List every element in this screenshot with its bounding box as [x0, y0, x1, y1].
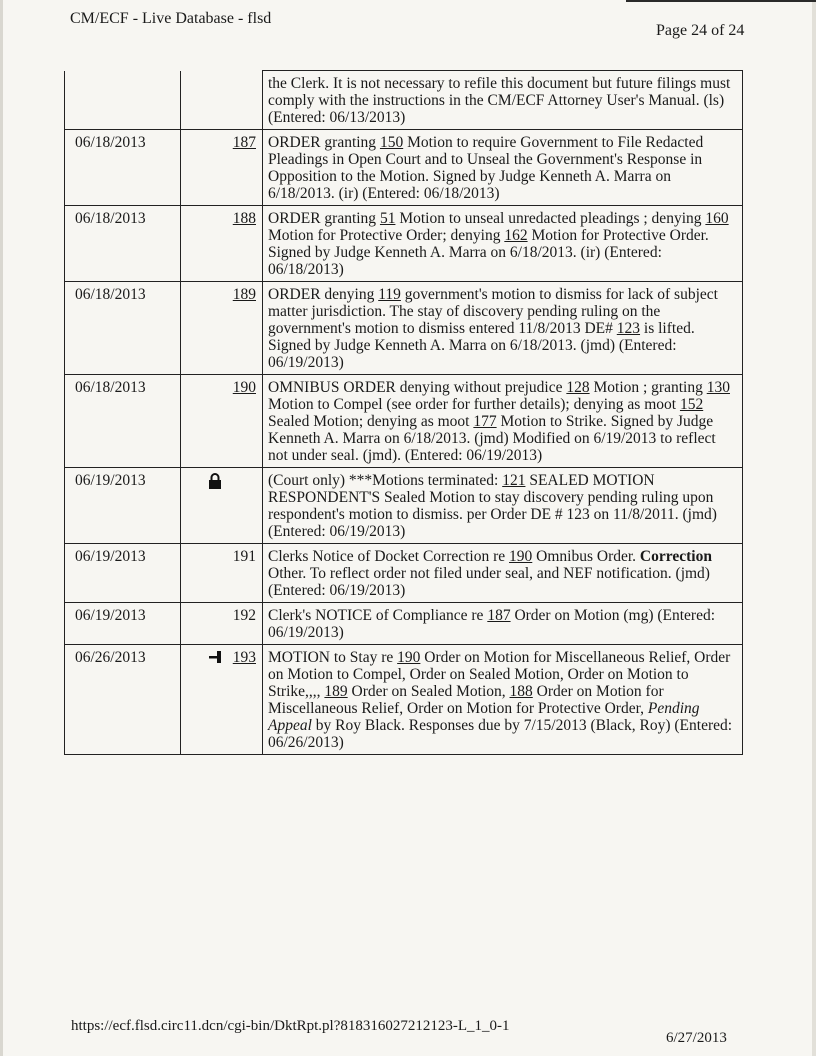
- docket-text-segment: Correction: [639, 548, 712, 565]
- docket-date-cell: 06/18/2013: [65, 375, 181, 468]
- docket-number-cell: [181, 282, 263, 375]
- docket-number-link[interactable]: 190: [232, 379, 256, 396]
- docket-text-segment: Pending Appeal: [268, 700, 700, 734]
- docket-text-segment: Clerks Notice of Docket Correction re: [268, 548, 510, 565]
- docket-text-segment: SEALED MOTION RESPONDENT'S Sealed Motion to stay discovery pending ruling upon respondent's motion to dismiss. per Order DE # 123 on 11/8/2011. (jmd) (Entered: 06/19/2013): [268, 472, 717, 540]
- docket-text-segment: is lifted. Signed by Judge Kenneth A. Marra on 6/18/2013. (jmd) (Entered: 06/19/2013): [268, 320, 695, 371]
- scan-right-edge: [812, 0, 816, 1056]
- docket-date-cell: 06/19/2013: [65, 468, 181, 544]
- docket-text-cell: [263, 282, 743, 375]
- scan-left-edge: [0, 0, 3, 1056]
- docket-text-segment: Order on Motion for Miscellaneous Relief, Order on Motion for Protective Order,: [268, 683, 664, 717]
- docket-text-cell: [263, 130, 743, 206]
- docket-text-segment: OMNIBUS ORDER denying without prejudice: [268, 379, 567, 396]
- docket-text-segment: Sealed Motion; denying as moot: [268, 413, 474, 430]
- docket-text-segment: Omnibus Order.: [532, 548, 640, 565]
- docket-text-segment: Motion to require Government to File Redacted Pleadings in Open Court and to Unseal the Government's Response in Opposition to the Motion. Signed by Judge Kenneth A. Marra on 6/18/2013. (ir) (Entered: 06/18/2013): [268, 134, 704, 202]
- docket-text-cell: [263, 206, 743, 282]
- docket-text-segment: Clerk's NOTICE of Compliance re: [268, 607, 488, 624]
- docket-text-cell: [263, 375, 743, 468]
- stay-motion-icon: [209, 651, 223, 663]
- docket-text-segment: Motion to unseal unredacted pleadings ; denying: [395, 210, 706, 227]
- scan-top-line: [626, 0, 816, 2]
- docket-number-cell: [181, 645, 263, 755]
- docket-row: [65, 544, 743, 603]
- docket-date-cell: 06/18/2013: [65, 282, 181, 375]
- docket-date-cell: 06/19/2013: [65, 603, 181, 645]
- docket-entry-link[interactable]: 130: [706, 379, 730, 396]
- docket-number-cell: [181, 375, 263, 468]
- docket-entry-link[interactable]: 119: [378, 286, 401, 303]
- docket-entry-link[interactable]: 160: [705, 210, 729, 227]
- docket-number-cell: [181, 544, 263, 603]
- docket-number-link[interactable]: 188: [232, 210, 256, 227]
- docket-row: [65, 645, 743, 755]
- docket-row-continuation: [65, 71, 743, 130]
- footer-date: 6/27/2013: [666, 1030, 727, 1046]
- docket-entry-link[interactable]: 177: [473, 413, 497, 430]
- docket-entry-link[interactable]: 152: [679, 396, 704, 413]
- docket-text-segment: (Court only) ***Motions terminated:: [268, 472, 503, 489]
- docket-date-cell: 06/18/2013: [65, 130, 181, 206]
- docket-entry-link[interactable]: 189: [324, 683, 348, 700]
- docket-entry-link[interactable]: 150: [379, 134, 404, 151]
- docket-number-cell: [181, 206, 263, 282]
- docket-number-cell: [181, 130, 263, 206]
- docket-text-cell: [263, 468, 743, 544]
- docket-entry-link[interactable]: 190: [397, 649, 421, 666]
- docket-text-segment: Motion ; granting: [589, 379, 707, 396]
- docket-row: [65, 468, 743, 544]
- docket-entry-link[interactable]: 187: [487, 607, 511, 624]
- docket-text-segment: ORDER granting: [268, 210, 380, 227]
- docket-number-link: 191: [232, 548, 256, 565]
- docket-text-segment: ORDER granting: [268, 134, 380, 151]
- docket-table: [64, 70, 743, 755]
- docket-number-cell: [181, 603, 263, 645]
- docket-entry-link[interactable]: 128: [566, 379, 590, 396]
- docket-entry-link[interactable]: 121: [502, 472, 526, 489]
- docket-text-cell: [263, 544, 743, 603]
- padlock-icon: [208, 472, 222, 490]
- docket-text-segment: Motion to Strike. Signed by Judge Kenneth A. Marra on 6/18/2013. (jmd) Modified on 6/19/2013 to reflect not under seal. (jmd). (Entered: 06/19/2013): [268, 413, 716, 464]
- page-number: Page 24 of 24: [656, 22, 745, 39]
- docket-text-segment: Motion to Compel (see order for further details); denying as moot: [268, 396, 680, 413]
- docket-entry-link[interactable]: 190: [509, 548, 533, 565]
- docket-text-cell: [263, 645, 743, 755]
- docket-text-segment: Order on Motion (mg) (Entered: 06/19/2013): [268, 607, 716, 641]
- docket-entry-link[interactable]: 51: [379, 210, 396, 227]
- docket-entry-link[interactable]: 188: [509, 683, 533, 700]
- docket-number-link[interactable]: 187: [232, 134, 256, 151]
- docket-number-cell: [181, 468, 263, 544]
- docket-text-segment: ORDER denying: [268, 286, 379, 303]
- docket-date-cell: [65, 71, 181, 130]
- docket-text-segment: Order on Motion for Miscellaneous Relief, Order on Motion to Compel, Order on Sealed Motion, Order on Motion to Strike,,,,: [268, 649, 731, 700]
- docket-number-cell: [181, 71, 263, 130]
- docket-row: [65, 603, 743, 645]
- docket-row: [65, 130, 743, 206]
- docket-text-segment: Order on Sealed Motion,: [347, 683, 510, 700]
- docket-date-cell: 06/18/2013: [65, 206, 181, 282]
- docket-text-segment: MOTION to Stay re: [268, 649, 398, 666]
- docket-number-link[interactable]: 193: [232, 649, 256, 666]
- docket-entry-link[interactable]: 162: [504, 227, 528, 244]
- docket-text-segment: Other. To reflect order not filed under seal, and NEF notification. (jmd) (Entered: 06/19/2013): [268, 565, 710, 599]
- footer-url: https://ecf.flsd.circ11.dcn/cgi-bin/DktRpt.pl?818316027212123-L_1_0-1: [71, 1018, 510, 1034]
- docket-row: [65, 282, 743, 375]
- docket-row: [65, 375, 743, 468]
- docket-number-link[interactable]: 189: [232, 286, 256, 303]
- docket-row: [65, 206, 743, 282]
- docket-text-segment: government's motion to dismiss for lack of subject matter jurisdiction. The stay of discovery pending ruling on the government's motion to dismiss entered 11/8/2013 DE#: [268, 286, 718, 337]
- docket-date-cell: 06/26/2013: [65, 645, 181, 755]
- docket-text-cell: the Clerk. It is not necessary to refile this document but future filings must comply with the instructions in the CM/ECF Attorney User's Manual. (ls) (Entered: 06/13/2013): [263, 71, 743, 130]
- docket-text-segment: Motion for Protective Order; denying: [268, 227, 505, 244]
- docket-text-cell: [263, 603, 743, 645]
- docket-date-cell: 06/19/2013: [65, 544, 181, 603]
- docket-number-link: 192: [232, 607, 256, 624]
- docket-entry-link[interactable]: 123: [616, 320, 641, 337]
- page-header-title: CM/ECF - Live Database - flsd: [70, 10, 272, 27]
- docket-text-segment: by Roy Black. Responses due by 7/15/2013 (Black, Roy) (Entered: 06/26/2013): [268, 717, 733, 751]
- docket-text-segment: Motion for Protective Order. Signed by Judge Kenneth A. Marra on 6/18/2013. (ir) (Entered: 06/18/2013): [268, 227, 709, 278]
